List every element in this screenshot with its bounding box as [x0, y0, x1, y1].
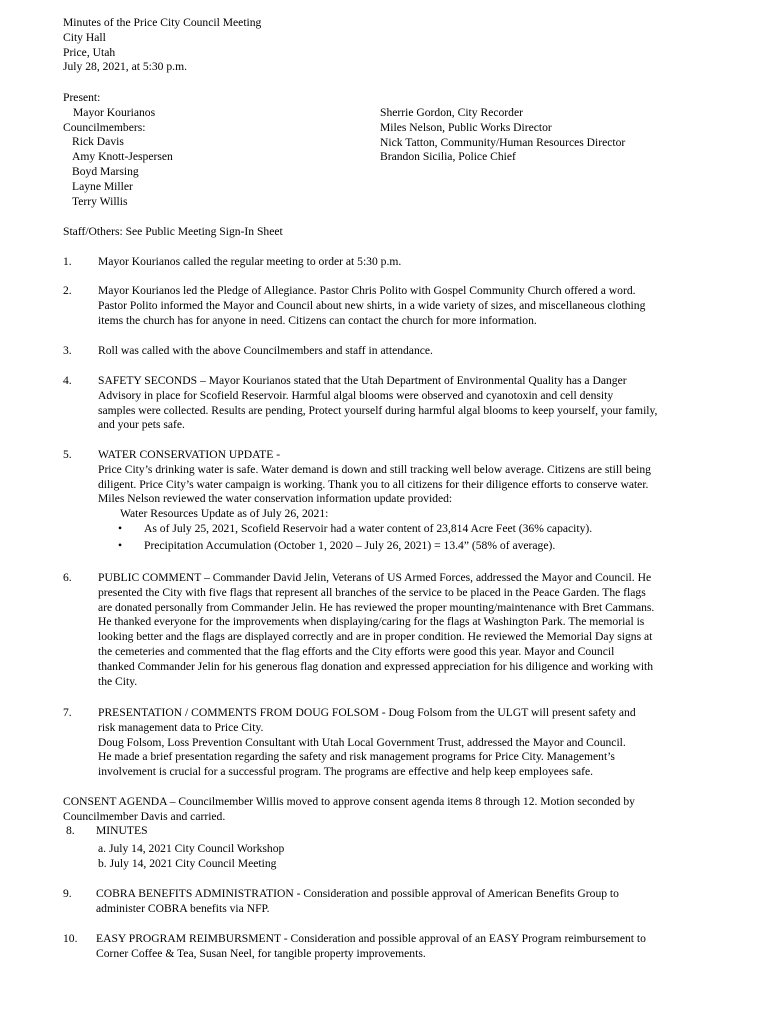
bullet-item: Precipitation Accumulation (October 1, 2020 – July 26, 2021) = 13.4” (58% of average). [144, 539, 556, 552]
staff-list [380, 106, 625, 165]
item-5-text [98, 448, 651, 522]
item-line: Miles Nelson reviewed the water conservation information update provided: [98, 492, 453, 506]
bullet-item: As of July 25, 2021, Scofield Reservoir had a water content of 23,814 Acre Feet (36% capacity). [144, 522, 593, 535]
staff-member: Brandon Sicilia, Police Chief [380, 150, 516, 164]
item-line: Corner Coffee & Tea, Susan Neel, for tangible property improvements. [96, 946, 426, 960]
item-number: 6. [63, 571, 72, 584]
consent-agenda [63, 795, 635, 825]
item-line: SAFETY SECONDS – Mayor Kourianos stated that the Utah Department of Environmental Quality has a Danger [98, 374, 627, 387]
item-line: Roll was called with the above Councilmembers and staff in attendance. [98, 344, 433, 357]
mayor-name: Mayor Kourianos [73, 105, 156, 119]
present-section [63, 91, 173, 209]
item-number: 7. [63, 706, 72, 719]
item-line: administer COBRA benefits via NFP. [96, 901, 270, 915]
item-line: Doug Folsom, Loss Prevention Consultant with Utah Local Government Trust, addressed the Mayor and Council. [98, 735, 626, 749]
item-line: Advisory in place for Scofield Reservoir. Harmful algal blooms were observed and cyanotoxin and cell density [98, 388, 614, 402]
item-3-text [98, 344, 433, 359]
item-line: presented the City with five flags that represent all branches of the service to be placed in the Peace Garden. The flags [98, 585, 646, 599]
staff-member: Miles Nelson, Public Works Director [380, 120, 552, 134]
item-number: 5. [63, 448, 72, 461]
item-line: Mayor Kourianos called the regular meeting to order at 5:30 p.m. [98, 255, 402, 268]
item-number: 10. [63, 932, 78, 945]
meeting-header [63, 16, 261, 75]
item-line: PUBLIC COMMENT – Commander David Jelin, Veterans of US Armed Forces, addressed the Mayor and Council. He [98, 571, 652, 584]
bullet-icon: • [118, 522, 123, 535]
item-line: looking better and the flags are displayed correctly and are in proper condition. He reviewed the Memorial Day signs at [98, 630, 653, 644]
item-line: involvement is crucial for a successful program. The programs are effective and help keep employees safe. [98, 765, 594, 779]
minutes-item: a. July 14, 2021 City Council Workshop [98, 842, 285, 855]
item-7-text [98, 706, 636, 780]
item-number: 2. [63, 284, 72, 297]
item-number: 1. [63, 255, 72, 268]
item-line: items the church has for anyone in need. Citizens can contact the church for more information. [98, 313, 537, 327]
item-4-text [98, 374, 657, 433]
item-line: EASY PROGRAM REIMBURSMENT - Consideration and possible approval of an EASY Program reimbursement to [96, 932, 646, 945]
item-line: WATER CONSERVATION UPDATE - [98, 448, 281, 461]
councilmember-name: Layne Miller [72, 179, 133, 193]
item-line: Mayor Kourianos led the Pledge of Allegiance. Pastor Chris Polito with Gospel Community Church offered a word. [98, 284, 636, 297]
councilmember-name: Terry Willis [72, 194, 128, 208]
present-label: Present: [63, 91, 101, 104]
staff-member: Nick Tatton, Community/Human Resources Director [380, 135, 626, 149]
item-line: risk management data to Price City. [98, 720, 264, 734]
item-10-text [96, 932, 646, 962]
item-line: PRESENTATION / COMMENTS FROM DOUG FOLSOM - Doug Folsom from the ULGT will present safety and [98, 706, 636, 719]
staff-member: Sherrie Gordon, City Recorder [380, 106, 523, 119]
item-line: He made a brief presentation regarding the safety and risk management programs for Price City. Management’s [98, 750, 615, 764]
item-line: the cemeteries and commented that the flag efforts and the City efforts were good this year. Mayor and Council [98, 644, 615, 658]
item-line: are donated personally from Commander Jelin. He has reviewed the proper mounting/maintenance with Bret Cammans. [98, 600, 655, 614]
councilmember-name: Amy Knott-Jespersen [72, 150, 173, 164]
item-6-text [98, 571, 654, 689]
consent-line: Councilmember Davis and carried. [63, 809, 226, 823]
minutes-title: MINUTES [96, 824, 148, 837]
consent-line: CONSENT AGENDA – Councilmember Willis moved to approve consent agenda items 8 through 12. Motion seconded by [63, 795, 635, 808]
councilmember-name: Rick Davis [72, 135, 124, 149]
item-1-text [98, 255, 401, 270]
item-line: samples were collected. Results are pending, Protect yourself during harmful algal blooms to keep yourself, your family, [98, 403, 658, 417]
header-title: Minutes of the Price City Council Meeting [63, 16, 262, 29]
item-line: Pastor Polito informed the Mayor and Council about new shirts, in a wide variety of sizes, and miscellaneous clothing [98, 298, 646, 312]
item-number: 4. [63, 374, 72, 387]
councilmember-name: Boyd Marsing [72, 164, 139, 178]
item-line: thanked Commander Jelin for his generous flag donation and expressed appreciation for his diligence and working with [98, 659, 654, 673]
item-line: diligent. Price City’s water campaign is working. Thank you to all citizens for their diligence efforts to conserve water. [98, 477, 649, 491]
councilmembers-label: Councilmembers: [63, 120, 146, 134]
item-line: COBRA BENEFITS ADMINISTRATION - Consideration and possible approval of American Benefits Group to [96, 887, 619, 900]
item-2-text [98, 284, 645, 328]
header-city: Price, Utah [63, 45, 116, 59]
item-line: and your pets safe. [98, 418, 185, 432]
item-number: 9. [63, 887, 72, 900]
staff-others: Staff/Others: See Public Meeting Sign-In Sheet [63, 225, 283, 238]
header-date: July 28, 2021, at 5:30 p.m. [63, 60, 187, 74]
item-number: 8. [66, 824, 75, 837]
item-line: Price City’s drinking water is safe. Water demand is down and still tracking well below average. Citizens are still being [98, 462, 651, 476]
item-line: the City. [98, 674, 138, 688]
bullet-icon: • [118, 539, 123, 552]
minutes-item: b. July 14, 2021 City Council Meeting [98, 856, 277, 870]
item-number: 3. [63, 344, 72, 357]
water-update-title: Water Resources Update as of July 26, 2021: [120, 507, 329, 521]
minutes-list [98, 842, 284, 872]
item-9-text [96, 887, 619, 917]
header-location: City Hall [63, 30, 106, 44]
item-line: He thanked everyone for the improvements when displaying/caring for the flags at Washington Park. The memorial is [98, 615, 645, 629]
